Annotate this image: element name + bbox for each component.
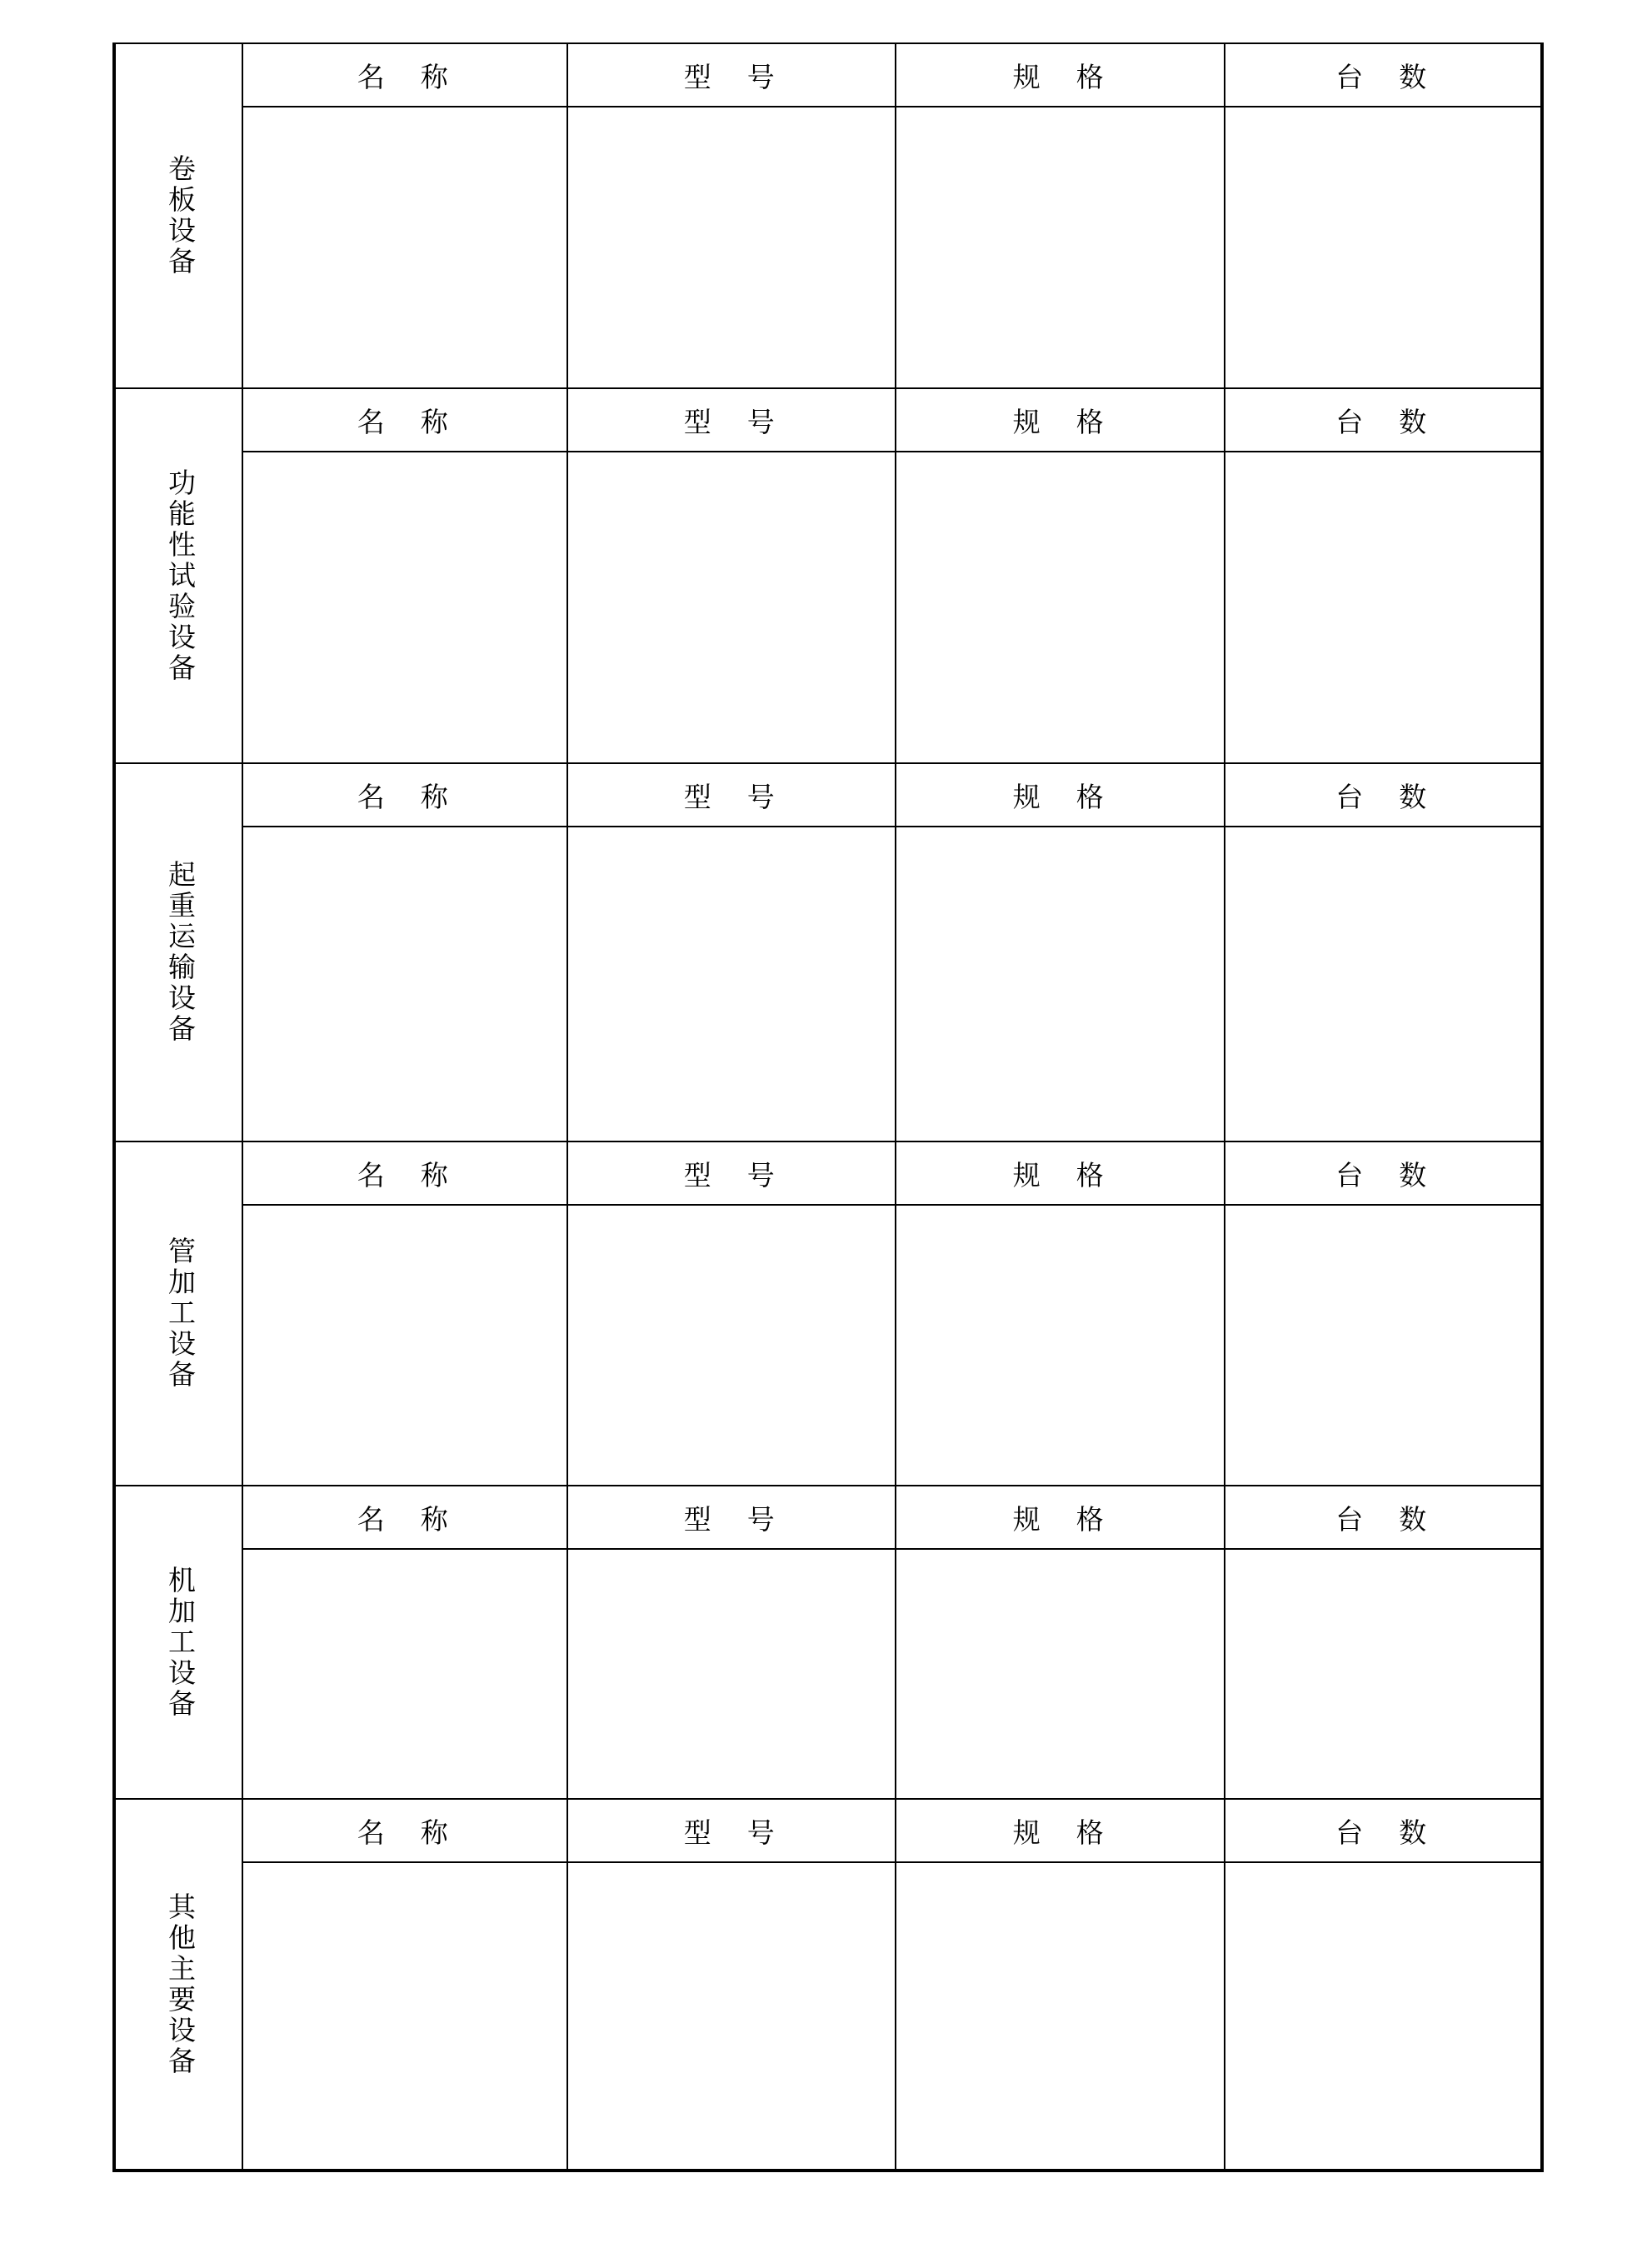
- column-header-name: 名 称: [243, 389, 566, 452]
- equipment-table: [112, 42, 1544, 2172]
- empty-cell-model: [566, 107, 895, 387]
- section-label-cell: [116, 1800, 243, 2169]
- section-label: 功能性试验设备: [164, 467, 194, 684]
- empty-cell-name: [243, 1206, 566, 1485]
- column-header-quantity: 台 数: [1224, 1486, 1540, 1550]
- section-machining-equipment: [116, 1485, 1540, 1798]
- empty-cell-model: [566, 1206, 895, 1485]
- column-header-spec: 规 格: [895, 44, 1224, 107]
- empty-cell-quantity: [1224, 1863, 1540, 2169]
- section-lifting-transport-equipment: [116, 762, 1540, 1141]
- column-header-name: 名 称: [243, 1142, 566, 1206]
- column-header-model: 型 号: [566, 1142, 895, 1206]
- column-header-model: 型 号: [566, 764, 895, 827]
- column-header-quantity: 台 数: [1224, 1800, 1540, 1863]
- section-grid: [243, 389, 1540, 762]
- column-header-spec: 规 格: [895, 1800, 1224, 1863]
- section-grid: [243, 764, 1540, 1141]
- column-header-model: 型 号: [566, 44, 895, 107]
- column-header-spec: 规 格: [895, 1142, 1224, 1206]
- column-header-quantity: 台 数: [1224, 1142, 1540, 1206]
- section-pipe-processing-equipment: [116, 1141, 1540, 1485]
- section-label-cell: [116, 389, 243, 762]
- empty-cell-model: [566, 827, 895, 1141]
- empty-cell-name: [243, 452, 566, 762]
- empty-cell-spec: [895, 1863, 1224, 2169]
- column-header-model: 型 号: [566, 1800, 895, 1863]
- empty-cell-quantity: [1224, 1550, 1540, 1798]
- section-grid: [243, 44, 1540, 387]
- empty-cell-model: [566, 452, 895, 762]
- column-header-model: 型 号: [566, 1486, 895, 1550]
- column-header-quantity: 台 数: [1224, 44, 1540, 107]
- section-other-main-equipment: [116, 1798, 1540, 2169]
- empty-cell-spec: [895, 107, 1224, 387]
- column-header-spec: 规 格: [895, 764, 1224, 827]
- section-grid: [243, 1486, 1540, 1798]
- empty-cell-spec: [895, 1550, 1224, 1798]
- section-label-cell: [116, 1486, 243, 1798]
- column-header-quantity: 台 数: [1224, 389, 1540, 452]
- section-label-cell: [116, 764, 243, 1141]
- section-label: 起重运输设备: [164, 860, 194, 1045]
- section-functional-test-equipment: [116, 387, 1540, 762]
- empty-cell-spec: [895, 827, 1224, 1141]
- empty-cell-name: [243, 1550, 566, 1798]
- section-grid: [243, 1142, 1540, 1485]
- column-header-model: 型 号: [566, 389, 895, 452]
- section-label: 卷板设备: [164, 154, 194, 277]
- empty-cell-quantity: [1224, 107, 1540, 387]
- column-header-spec: 规 格: [895, 389, 1224, 452]
- section-label: 管加工设备: [164, 1236, 194, 1391]
- section-label-cell: [116, 1142, 243, 1485]
- column-header-name: 名 称: [243, 44, 566, 107]
- column-header-name: 名 称: [243, 1800, 566, 1863]
- empty-cell-quantity: [1224, 452, 1540, 762]
- column-header-name: 名 称: [243, 1486, 566, 1550]
- section-label-cell: [116, 44, 243, 387]
- section-label: 机加工设备: [164, 1565, 194, 1720]
- empty-cell-model: [566, 1863, 895, 2169]
- section-grid: [243, 1800, 1540, 2169]
- empty-cell-name: [243, 107, 566, 387]
- empty-cell-spec: [895, 1206, 1224, 1485]
- column-header-name: 名 称: [243, 764, 566, 827]
- column-header-spec: 规 格: [895, 1486, 1224, 1550]
- column-header-quantity: 台 数: [1224, 764, 1540, 827]
- empty-cell-name: [243, 1863, 566, 2169]
- empty-cell-spec: [895, 452, 1224, 762]
- section-rolling-plate-equipment: [116, 44, 1540, 387]
- empty-cell-model: [566, 1550, 895, 1798]
- section-label: 其他主要设备: [164, 1891, 194, 2077]
- empty-cell-name: [243, 827, 566, 1141]
- empty-cell-quantity: [1224, 827, 1540, 1141]
- empty-cell-quantity: [1224, 1206, 1540, 1485]
